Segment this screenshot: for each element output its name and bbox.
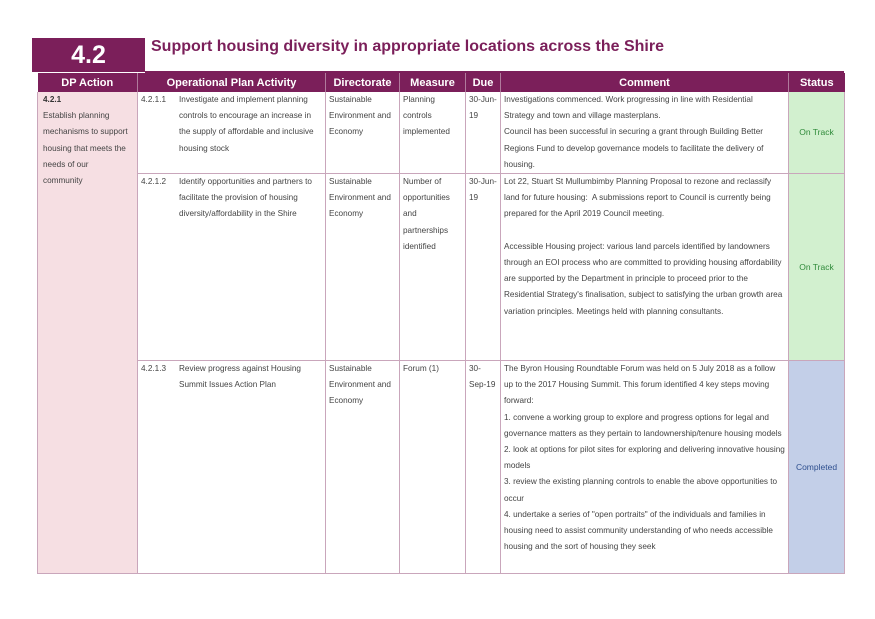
comment-cell: The Byron Housing Roundtable Forum was held on 5 July 2018 as a follow up to the 2017 Housing Summit. This forum identified 4 key steps moving forward: 1. convene a working group to explore and progress options for legal and governance matters as they pertain to landownership/tenure housing models 2. look at options for pilot sites for exploring and delivering innovative housing models 3. review the existing planning controls to enable the above opportunities to occur 4. undertake a series of "open portraits" of the individuals and families in housing need to assist community understanding of who needs accessible housing and the sort of housing they seek xyxy=(501,361,789,574)
measure-cell: Forum (1) xyxy=(400,361,466,574)
status-badge: On Track xyxy=(789,92,845,174)
header-due: Due xyxy=(466,73,501,92)
measure-cell: Number of opportunities and partnerships identified xyxy=(400,174,466,361)
dp-action-number: 4.2.1 xyxy=(43,95,62,104)
directorate-cell: Sustainable Environment and Economy xyxy=(326,92,400,174)
activity-code: 4.2.1.2 xyxy=(141,177,167,187)
comment-cell: Investigations commenced. Work progressing in line with Residential Strategy and town and village masterplans. Council has been successful in securing a grant through Building Better Regions Fund to develop governance models to facilitate the delivery of housing. xyxy=(501,92,789,174)
section-title: Support housing diversity in appropriate locations across the Shire xyxy=(151,38,664,55)
status-badge: Completed xyxy=(789,361,845,574)
header-operational-plan-activity: Operational Plan Activity xyxy=(138,73,326,92)
table-header-row xyxy=(38,73,845,92)
header-measure: Measure xyxy=(400,73,466,92)
table-row xyxy=(38,174,845,361)
due-cell: 30-Jun-19 xyxy=(466,92,501,174)
header-comment: Comment xyxy=(501,73,789,92)
comment-cell: Lot 22, Stuart St Mullumbimby Planning Proposal to rezone and reclassify land for future housing: A submissions report to Council is currently being prepared for the April 2019 Council meeting. Accessible Housing project: various land parcels identified by landowners through an EOI process who are committed to providing housing affordability are supported by the Department in principle to proceed prior to the Residential Strategy's finalisation, subject to satisfying the urban growth area variation principles. Meetings held with planning consultants. xyxy=(501,174,789,361)
activity-text: Identify opportunities and partners to facilitate the provision of housing diversity/affordability in the Shire xyxy=(179,177,312,219)
due-cell: 30-Jun-19 xyxy=(466,174,501,361)
activity-cell xyxy=(138,174,326,361)
table-row xyxy=(38,92,845,174)
dp-action-text: Establish planning mechanisms to support housing that meets the needs of our community xyxy=(43,111,130,186)
header-status: Status xyxy=(789,73,845,92)
table-row xyxy=(38,361,845,574)
dp-action-cell xyxy=(38,92,138,574)
activity-cell xyxy=(138,92,326,174)
directorate-cell: Sustainable Environment and Economy xyxy=(326,361,400,574)
directorate-cell: Sustainable Environment and Economy xyxy=(326,174,400,361)
activity-text: Investigate and implement planning controls to encourage an increase in the supply of affordable and inclusive housing stock xyxy=(179,95,314,153)
header-directorate: Directorate xyxy=(326,73,400,92)
activity-code: 4.2.1.1 xyxy=(141,95,167,104)
due-cell: 30-Sep-19 xyxy=(466,361,501,574)
activity-text: Review progress against Housing Summit Issues Action Plan xyxy=(179,364,301,390)
operational-plan-table xyxy=(37,73,845,574)
section-number-badge: 4.2 xyxy=(32,38,145,72)
activity-cell xyxy=(138,361,326,574)
activity-code: 4.2.1.3 xyxy=(141,364,167,374)
status-badge: On Track xyxy=(789,174,845,361)
header-dp-action: DP Action xyxy=(38,73,138,92)
measure-cell: Planning controls implemented xyxy=(400,92,466,174)
